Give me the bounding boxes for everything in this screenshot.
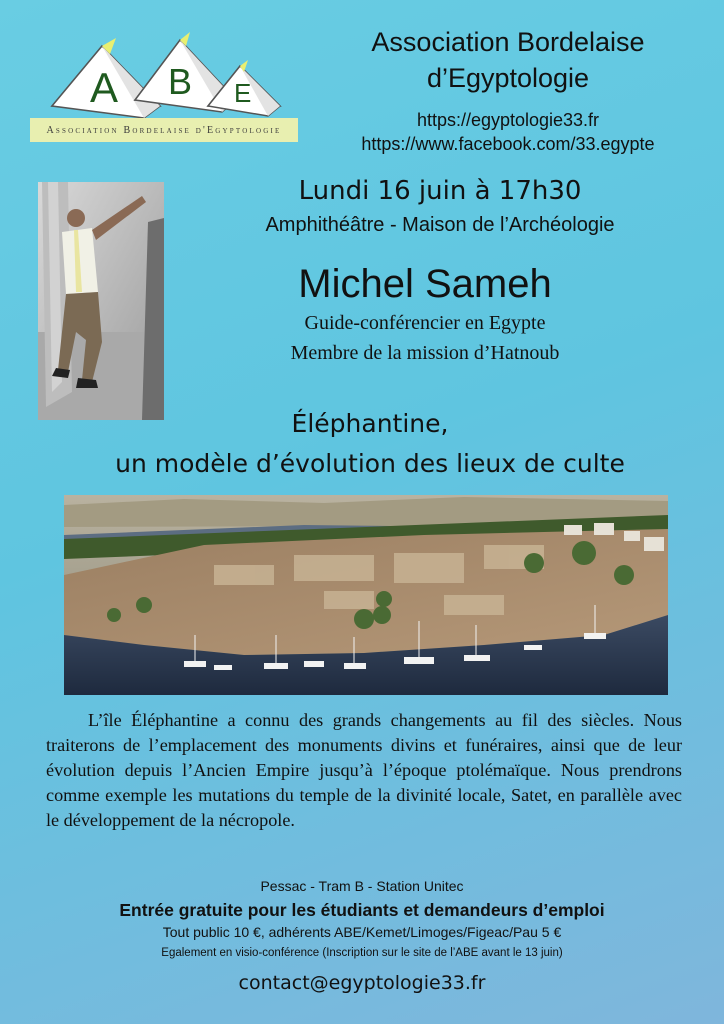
free-entry-notice: Entrée gratuite pour les étudiants et demandeurs d’emploi xyxy=(119,900,605,920)
talk-title-line2: un modèle d’évolution des lieux de culte xyxy=(115,449,625,478)
svg-text:A: A xyxy=(90,64,119,111)
website-link[interactable]: https://egyptologie33.fr xyxy=(416,110,600,130)
facebook-link[interactable]: https://www.facebook.com/33.egypte xyxy=(361,134,655,154)
speaker-name: Michel Sameh xyxy=(298,262,552,306)
org-title-line1: Association Bordelaise xyxy=(371,27,645,57)
talk-title-line1: Éléphantine, xyxy=(291,409,449,438)
speaker-photo xyxy=(38,182,164,420)
event-date: Lundi 16 juin à 17h30 xyxy=(298,176,582,206)
svg-text:E: E xyxy=(234,78,252,108)
event-venue: Amphithéâtre - Maison de l’Archéologie xyxy=(265,214,615,236)
elephantine-aerial-photo xyxy=(64,495,668,695)
speaker-role-2: Membre de la mission d’Hatnoub xyxy=(290,342,560,364)
contact-email[interactable]: contact@egyptologie33.fr xyxy=(238,972,486,994)
talk-abstract: L’île Éléphantine a connu des grands changements au fil des siècles. Nous traiterons de l’emplacement des monuments divins et funéraires, ainsi que de leur évolution depuis l’Ancien Empire jusqu’à l’époque ptolémaïque. Nous prendrons comme exemple les mutations du temple de la divinité locale, Satet, en parallèle avec le développement de la nécropole. xyxy=(46,710,682,830)
org-title-line2: d’Egyptologie xyxy=(426,63,590,93)
speaker-role-1: Guide-conférencier en Egypte xyxy=(304,312,546,334)
talk-title xyxy=(40,404,700,484)
pricing-info: Tout public 10 €, adhérents ABE/Kemet/Limoges/Figeac/Pau 5 € xyxy=(162,924,562,940)
organization-title xyxy=(318,24,698,96)
location-info: Pessac - Tram B - Station Unitec xyxy=(260,878,464,894)
visio-conference-info: Egalement en visio-conférence (Inscription sur le site de l’ABE avant le 13 juin) xyxy=(161,947,563,959)
svg-text:B: B xyxy=(168,61,193,102)
logo-band: Association Bordelaise d'Egyptologie xyxy=(30,118,298,142)
